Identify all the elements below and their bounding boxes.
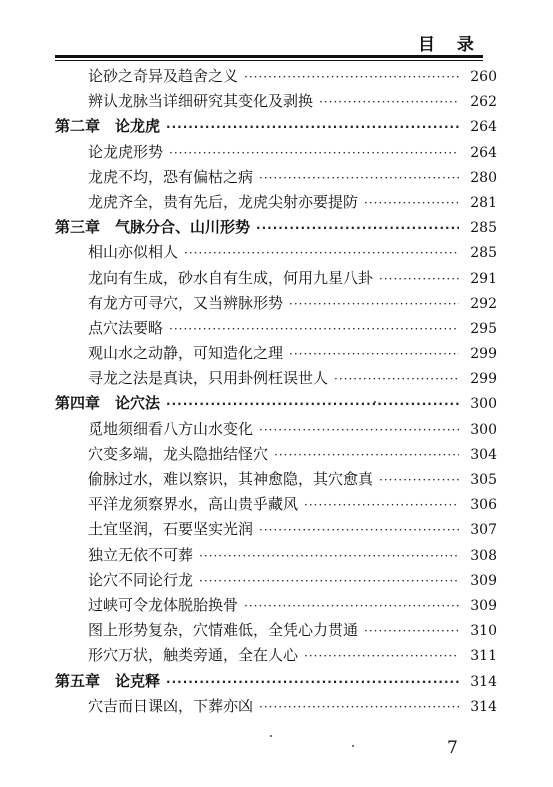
toc-entry-title: 相山亦似相人 bbox=[88, 243, 179, 262]
toc-section-entry bbox=[55, 417, 497, 442]
toc-entry-page: 311 bbox=[470, 648, 497, 665]
page-number: 7 bbox=[447, 738, 458, 758]
toc-entry-page: 260 bbox=[470, 69, 497, 85]
header-rule-thick bbox=[55, 55, 483, 58]
toc-entry-page: 310 bbox=[470, 623, 497, 640]
toc-section-entry bbox=[55, 64, 497, 89]
dot-leader bbox=[166, 115, 459, 140]
toc-section-entry bbox=[55, 517, 497, 542]
toc-entry-title: 过峡可令龙体脱胎换骨 bbox=[88, 595, 239, 614]
toc-section-entry bbox=[55, 291, 497, 316]
toc-section-entry bbox=[55, 89, 497, 114]
toc-entry-page: 281 bbox=[470, 194, 497, 211]
dot-leader bbox=[259, 695, 459, 720]
toc-entry-page: 264 bbox=[470, 119, 497, 136]
dot-leader bbox=[364, 191, 459, 216]
toc-section-entry bbox=[55, 140, 497, 165]
toc-entry-title: 第四章 论穴法 bbox=[55, 394, 161, 413]
dot-leader bbox=[244, 594, 459, 619]
toc-entry-page: 264 bbox=[470, 144, 497, 161]
toc-entry-title: 独立无依不可葬 bbox=[88, 545, 194, 564]
toc-entry-title: 辨认龙脉当详细研究其变化及剥换 bbox=[88, 92, 314, 111]
dot-leader bbox=[364, 619, 459, 644]
dot-leader bbox=[199, 569, 459, 594]
toc-entry-title: 龙虎不均，恐有偏枯之病 bbox=[88, 167, 254, 186]
toc-section-entry bbox=[55, 643, 497, 668]
toc-entry-page: 299 bbox=[470, 346, 497, 363]
toc-section-entry bbox=[55, 618, 497, 643]
dot-leader bbox=[166, 670, 459, 695]
dot-leader bbox=[289, 292, 459, 317]
toc-section-entry bbox=[55, 467, 497, 492]
toc-section-entry bbox=[55, 593, 497, 618]
toc-entry-title: 论龙虎形势 bbox=[88, 142, 164, 161]
dot-leader bbox=[259, 518, 459, 543]
toc-chapter-entry bbox=[55, 215, 497, 240]
toc-section-entry bbox=[55, 190, 497, 215]
toc-entry-page: 285 bbox=[470, 245, 497, 262]
toc-section-entry bbox=[55, 165, 497, 190]
dot-leader bbox=[184, 241, 459, 266]
toc-entry-title: 有龙方可寻穴，又当辨脉形势 bbox=[88, 293, 284, 312]
toc-entry-page: 292 bbox=[470, 295, 497, 312]
toc-chapter-entry bbox=[55, 114, 497, 139]
toc-entry-page: 304 bbox=[470, 446, 497, 463]
toc-entry-page: 314 bbox=[470, 698, 497, 715]
toc-entry-title: 第二章 论龙虎 bbox=[55, 117, 161, 136]
toc-entry-title: 第三章 气脉分合、山川形势 bbox=[55, 218, 251, 237]
dot-leader bbox=[166, 392, 459, 417]
toc-entry-title: 观山水之动静，可知造化之理 bbox=[88, 344, 284, 363]
dot-leader bbox=[199, 544, 459, 569]
toc-section-entry bbox=[55, 442, 497, 467]
toc-entry-page: 295 bbox=[470, 320, 497, 337]
toc-chapter-entry bbox=[55, 391, 497, 416]
dot-leader bbox=[169, 317, 459, 342]
toc-entry-title: 点穴法要略 bbox=[88, 318, 164, 337]
toc-entry-page: 306 bbox=[470, 497, 497, 514]
toc-section-entry bbox=[55, 568, 497, 593]
dot-leader bbox=[244, 65, 459, 90]
toc-entry-title: 龙向有生成，砂水自有生成，何用九星八卦 bbox=[88, 268, 374, 287]
dot-leader bbox=[256, 216, 459, 241]
toc-entry-page: 291 bbox=[470, 270, 497, 287]
dot-leader bbox=[289, 342, 459, 367]
dot-leader bbox=[259, 166, 459, 191]
header-rule-thin bbox=[55, 60, 483, 61]
toc-entry-title: 龙虎齐全，贵有先后，龙虎尖射亦要提防 bbox=[88, 192, 359, 211]
scan-speck bbox=[352, 745, 354, 747]
toc-entry-page: 300 bbox=[470, 421, 497, 438]
toc-entry-title: 论砂之奇异及趋舍之义 bbox=[88, 67, 239, 85]
toc-section-entry bbox=[55, 694, 497, 719]
toc-chapter-entry bbox=[55, 669, 497, 694]
toc-entry-page: 299 bbox=[470, 371, 497, 388]
dot-leader bbox=[334, 367, 459, 392]
page-header-title: 目 录 bbox=[418, 35, 482, 55]
scan-speck bbox=[270, 735, 272, 737]
toc-section-entry bbox=[55, 240, 497, 265]
toc-entry-title: 偷脉过水，难以察识，其神愈隐，其穴愈真 bbox=[88, 470, 374, 488]
toc-entry-page: 300 bbox=[470, 396, 497, 413]
dot-leader bbox=[379, 267, 459, 292]
dot-leader bbox=[304, 493, 459, 518]
toc-entry-title: 土宜坚润，石要坚实光润 bbox=[88, 520, 254, 539]
toc-entry-page: 309 bbox=[470, 572, 497, 589]
toc-entry-page: 280 bbox=[470, 169, 497, 186]
toc-section-entry bbox=[55, 316, 497, 341]
toc-entry-title: 形穴万状，触类旁通，全在人心 bbox=[88, 646, 299, 665]
dot-leader bbox=[379, 468, 459, 493]
toc-entry-page: 285 bbox=[470, 220, 497, 237]
toc-entry-page: 309 bbox=[470, 597, 497, 614]
toc-entry-title: 论穴不同论行龙 bbox=[88, 570, 194, 589]
toc-entry-page: 308 bbox=[470, 547, 497, 564]
toc-entry-page: 305 bbox=[470, 472, 497, 488]
table-of-contents bbox=[55, 64, 497, 719]
dot-leader bbox=[319, 90, 459, 115]
toc-entry-title: 穴变多端，龙头隐拙结怪穴 bbox=[88, 444, 269, 463]
toc-entry-title: 觅地须细看八方山水变化 bbox=[88, 419, 254, 438]
toc-section-entry bbox=[55, 266, 497, 291]
toc-entry-title: 图上形势复杂，穴情难低，全凭心力贯通 bbox=[88, 621, 359, 640]
toc-section-entry bbox=[55, 366, 497, 391]
toc-entry-page: 262 bbox=[470, 94, 497, 111]
toc-entry-title: 平洋龙须察界水，高山贵乎藏风 bbox=[88, 495, 299, 514]
dot-leader bbox=[304, 644, 459, 669]
scan-speck bbox=[374, 401, 376, 403]
dot-leader bbox=[274, 443, 459, 468]
toc-entry-title: 寻龙之法是真诀，只用卦例枉误世人 bbox=[88, 369, 329, 388]
toc-section-entry bbox=[55, 341, 497, 366]
toc-section-entry bbox=[55, 543, 497, 568]
toc-entry-title: 第五章 论克释 bbox=[55, 671, 161, 690]
dot-leader bbox=[169, 141, 459, 166]
toc-entry-title: 穴吉而日课凶，下葬亦凶 bbox=[88, 696, 254, 715]
toc-section-entry bbox=[55, 492, 497, 517]
toc-entry-page: 307 bbox=[470, 522, 497, 539]
dot-leader bbox=[259, 418, 459, 443]
toc-entry-page: 314 bbox=[470, 673, 497, 690]
